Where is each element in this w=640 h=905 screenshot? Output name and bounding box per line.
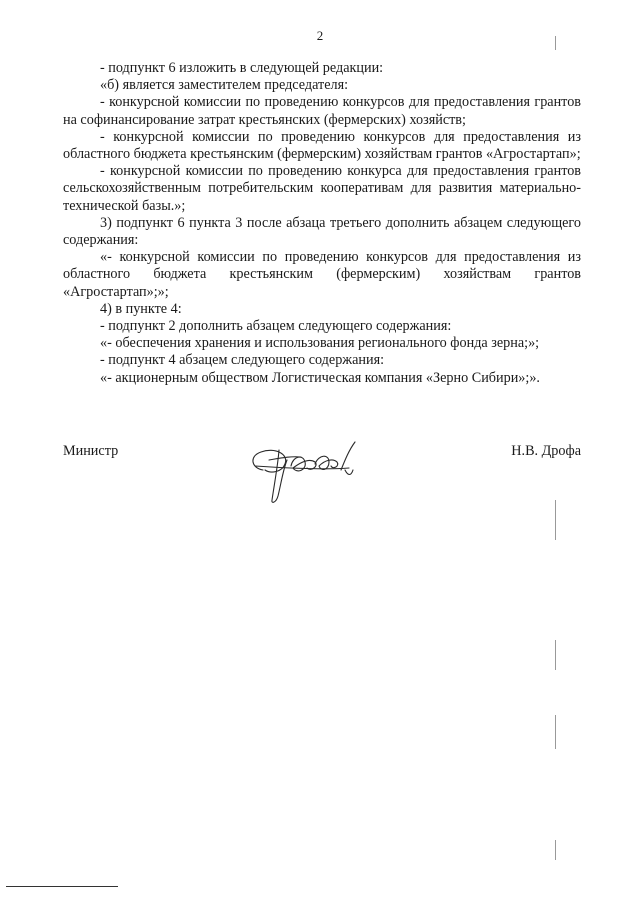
paragraph: 3) подпункт 6 пункта 3 после абзаца третьего дополнить абзацем следующего содержания: xyxy=(63,214,581,249)
scan-artifact xyxy=(555,36,556,50)
paragraph: - подпункт 4 абзацем следующего содержания: xyxy=(100,352,385,369)
signer-name: Н.В. Дрофа xyxy=(511,443,581,459)
handwritten-signature xyxy=(245,430,365,508)
paragraph: - конкурсной комиссии по проведению конкурсов для предоставления из областного бюджета крестьянским (фермерским) хозяйствам грантов «Агростартап»; xyxy=(63,128,581,163)
document-body xyxy=(63,60,581,387)
scan-artifact xyxy=(555,840,556,860)
footer-rule xyxy=(6,886,118,887)
paragraph: - подпункт 6 изложить в следующей редакции: xyxy=(100,60,384,76)
signature-block xyxy=(63,440,581,510)
paragraph: - подпункт 2 дополнить абзацем следующего содержания: xyxy=(100,318,452,335)
paragraph: 4) в пункте 4: xyxy=(100,300,182,317)
scan-artifact xyxy=(555,500,556,540)
paragraph: «- конкурсной комиссии по проведению конкурсов для предоставления из областного бюджета крестьянским (фермерским) хозяйствам грантов «Агростартап»;»; xyxy=(63,249,581,300)
scan-artifact xyxy=(555,640,556,670)
paragraph: «б) является заместителем председателя: xyxy=(100,77,349,94)
paragraph: «- акционерным обществом Логистическая компания «Зерно Сибири»;». xyxy=(100,369,540,386)
paragraph: - конкурсной комиссии по проведению конкурсов для предоставления грантов на софинансирование затрат крестьянских (фермерских) хозяйств; xyxy=(63,94,581,128)
scan-artifact xyxy=(555,715,556,749)
paragraph: «- обеспечения хранения и использования регионального фонда зерна;»; xyxy=(100,335,540,352)
signer-title: Министр xyxy=(63,443,119,459)
paragraph: - конкурсной комиссии по проведению конкурса для предоставления грантов сельскохозяйственным потребительским кооперативам для развития материально-технической базы.»; xyxy=(63,163,581,214)
page-number: 2 xyxy=(316,28,324,43)
